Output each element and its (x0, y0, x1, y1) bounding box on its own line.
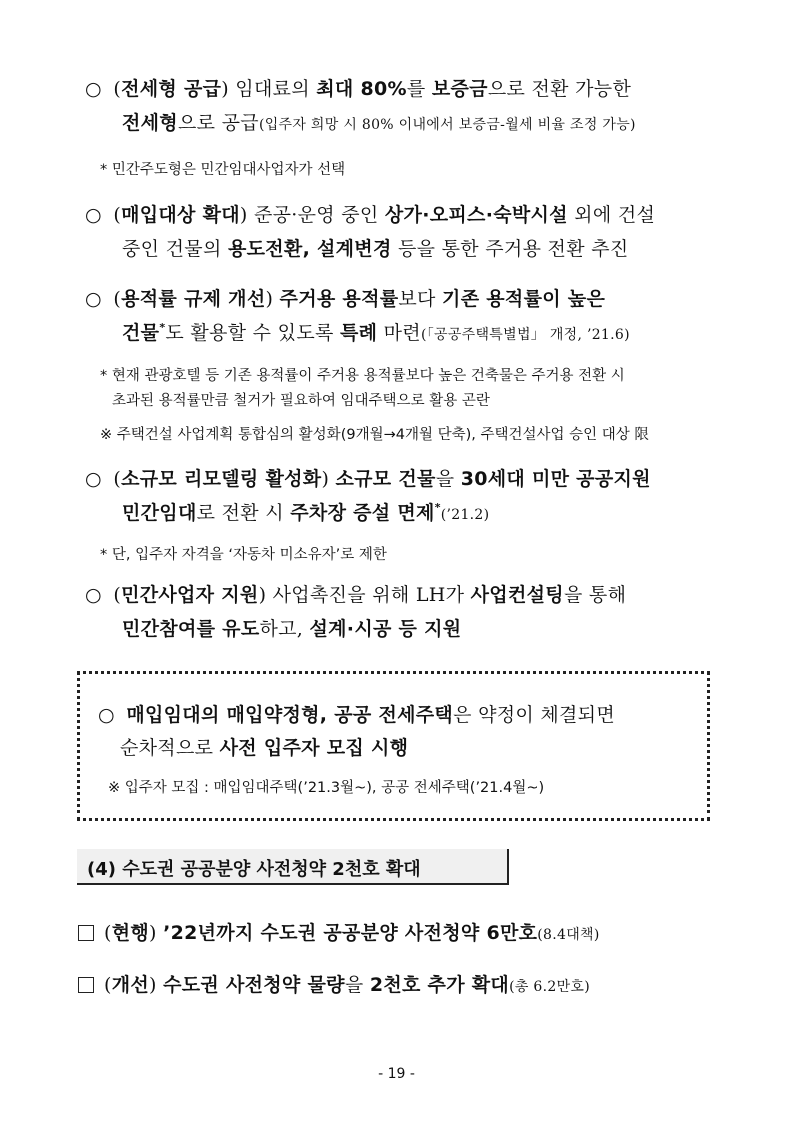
item-3-note-1b: 초과된 용적률만큼 철거가 필요하여 임대주택으로 활용 곤란 (112, 393, 490, 409)
item-3-line-2: 건물*도 활용할 수 있도록 특례 마련(「공공주택특별법」 개정, ’21.6) (122, 321, 630, 344)
item-4-note: * 단, 입주자 자격을 ‘자동차 미소유자’로 제한 (100, 547, 387, 563)
item-4-line-2: 민간임대로 전환 시 주차장 증설 면제*(’21.2) (122, 501, 490, 524)
item-1-line-2: 전세형으로 공급(입주자 희망 시 80% 이내에서 보증금-월세 비율 조정 가능) (122, 112, 636, 134)
box-line-2: 순차적으로 사전 입주자 모집 시행 (120, 737, 409, 759)
circle-bullet-icon: ○ (85, 78, 102, 100)
item-2-line-2: 중인 건물의 용도전환, 설계변경 등을 통한 주거용 전환 추진 (122, 238, 629, 260)
item-5-line-2: 민간참여를 유도하고, 설계·시공 등 지원 (122, 618, 462, 640)
box-note: ※ 입주자 모집 : 매입임대주택(’21.3월~), 공공 전세주택(’21.4월~) (108, 780, 545, 796)
item-5-line-1: ○ (민간사업자 지원) 사업촉진을 위해 LH가 사업컨설팅을 통해 (85, 584, 627, 606)
item-4-line-1: ○ (소규모 리모델링 활성화) 소규모 건물을 30세대 미만 공공지원 (85, 468, 651, 490)
square-bullet-icon (78, 977, 94, 993)
circle-bullet-icon: ○ (85, 204, 102, 226)
item-3-line-1: ○ (용적률 규제 개선) 주거용 용적률보다 기존 용적률이 높은 (85, 288, 606, 310)
box-line-1: ○ 매입임대의 매입약정형, 공공 전세주택은 약정이 체결되면 (98, 704, 615, 726)
circle-bullet-icon: ○ (98, 704, 115, 726)
circle-bullet-icon: ○ (85, 584, 102, 606)
check-item-improvement: (개선) 수도권 사전청약 물량을 2천호 추가 확대(총 6.2만호) (78, 970, 590, 997)
circle-bullet-icon: ○ (85, 468, 102, 490)
check-item-current: (현행) ’22년까지 수도권 공공분양 사전청약 6만호(8.4대책) (78, 918, 600, 945)
page-number: - 19 - (378, 1066, 415, 1082)
square-bullet-icon (78, 925, 94, 941)
item-1-note: * 민간주도형은 민간임대사업자가 선택 (100, 162, 346, 178)
item-3-note-2: ※ 주택건설 사업계획 통합심의 활성화(9개월→4개월 단축), 주택건설사업 승인 대상 限 (100, 427, 649, 443)
section-header (77, 849, 509, 885)
item-1-line-1: ○ (전세형 공급) 임대료의 최대 80%를 보증금으로 전환 가능한 (85, 78, 632, 100)
section-title: (4) 수도권 공공분양 사전청약 2천호 확대 (87, 859, 421, 880)
circle-bullet-icon: ○ (85, 288, 102, 310)
item-3-note-1a: * 현재 관광호텔 등 기존 용적률이 주거용 용적률보다 높은 건축물은 주거용 전환 시 (100, 368, 625, 384)
item-2-line-1: ○ (매입대상 확대) 준공·운영 중인 상가·오피스·숙박시설 외에 건설 (85, 204, 656, 226)
